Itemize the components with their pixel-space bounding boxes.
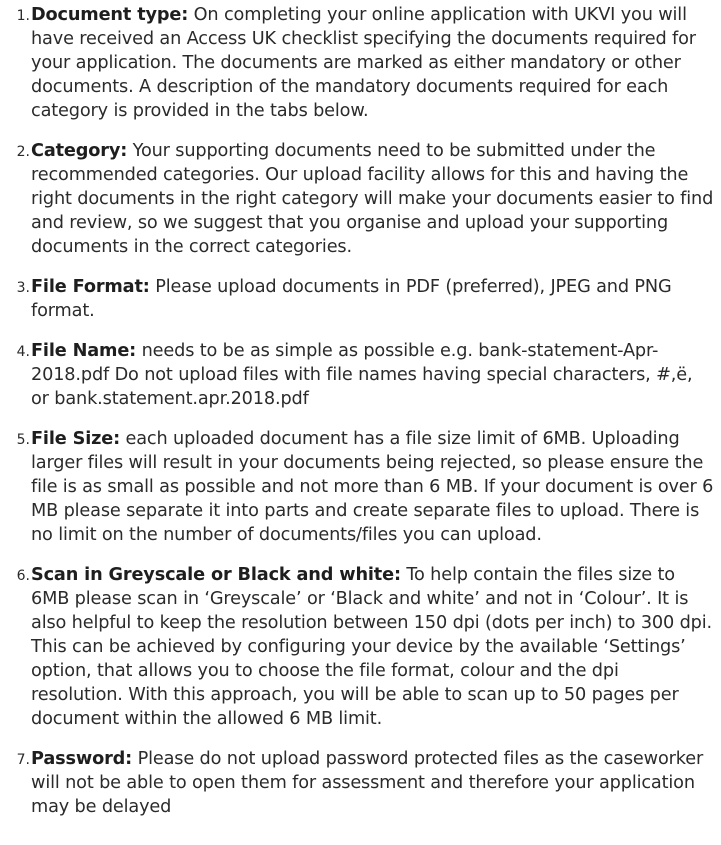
item-term: Scan in Greyscale or Black and white:: [31, 565, 401, 585]
list-item-password: [0, 747, 715, 819]
list-number: 6.: [16, 568, 30, 584]
item-term: File Size:: [31, 429, 121, 449]
list-number: 1.: [16, 8, 30, 24]
item-description: Please upload documents in PDF (preferred), JPEG and PNG format.: [31, 277, 672, 321]
item-term: File Format:: [31, 277, 150, 297]
item-description: Your supporting documents need to be submitted under the recommended categories. Our upload facility allows for this and having the right documents in the right category will make your documents easier to find and review, so we suggest that you organise and upload your supporting documents in the correct categories.: [31, 141, 714, 257]
list-number: 3.: [16, 280, 30, 296]
list-item-text: [31, 139, 715, 259]
list-item-text: [31, 275, 715, 323]
item-description: needs to be as simple as possible e.g. bank-statement-Apr-2018.pdf Do not upload files with file names having special characters, #,ë, or bank.statement.apr.2018.pdf: [31, 341, 693, 409]
list-item-scan-mode: [0, 563, 715, 731]
item-term: Document type:: [31, 5, 189, 25]
list-item-text: [31, 747, 715, 819]
list-number: 7.: [16, 752, 30, 768]
list-item-text: [31, 427, 715, 547]
list-item-file-name: [0, 339, 715, 411]
list-item-text: [31, 563, 715, 731]
item-description: To help contain the files size to 6MB please scan in ‘Greyscale’ or ‘Black and white’ and not in ‘Colour’. It is also helpful to keep the resolution between 150 dpi (dots per inch) to 300 dpi. This can be achieved by configuring your device by the available ‘Settings’ option, that allows you to choose the file format, colour and the dpi resolution. With this approach, you will be able to scan up to 50 pages per document within the allowed 6 MB limit.: [31, 565, 712, 729]
guidelines-list: [0, 3, 715, 819]
list-item-file-format: [0, 275, 715, 323]
list-number: 2.: [16, 144, 30, 160]
list-number: 5.: [16, 432, 30, 448]
item-description: each uploaded document has a file size limit of 6MB. Uploading larger files will result in your documents being rejected, so please ensure the file is as small as possible and not more than 6 MB. If your document is over 6 MB please separate it into parts and create separate files to upload. There is no limit on the number of documents/files you can upload.: [31, 429, 714, 545]
list-item-document-type: [0, 3, 715, 123]
item-description: Please do not upload password protected files as the caseworker will not be able to open them for assessment and therefore your application may be delayed: [31, 749, 704, 817]
list-item-category: [0, 139, 715, 259]
item-description: On completing your online application with UKVI you will have received an Access UK checklist specifying the documents required for your application. The documents are marked as either mandatory or other documents. A description of the mandatory documents required for each category is provided in the tabs below.: [31, 5, 696, 121]
list-number: 4.: [16, 344, 30, 360]
item-term: File Name:: [31, 341, 137, 361]
list-item-text: [31, 3, 715, 123]
item-term: Password:: [31, 749, 133, 769]
list-item-text: [31, 339, 715, 411]
item-term: Category:: [31, 141, 128, 161]
list-item-file-size: [0, 427, 715, 547]
